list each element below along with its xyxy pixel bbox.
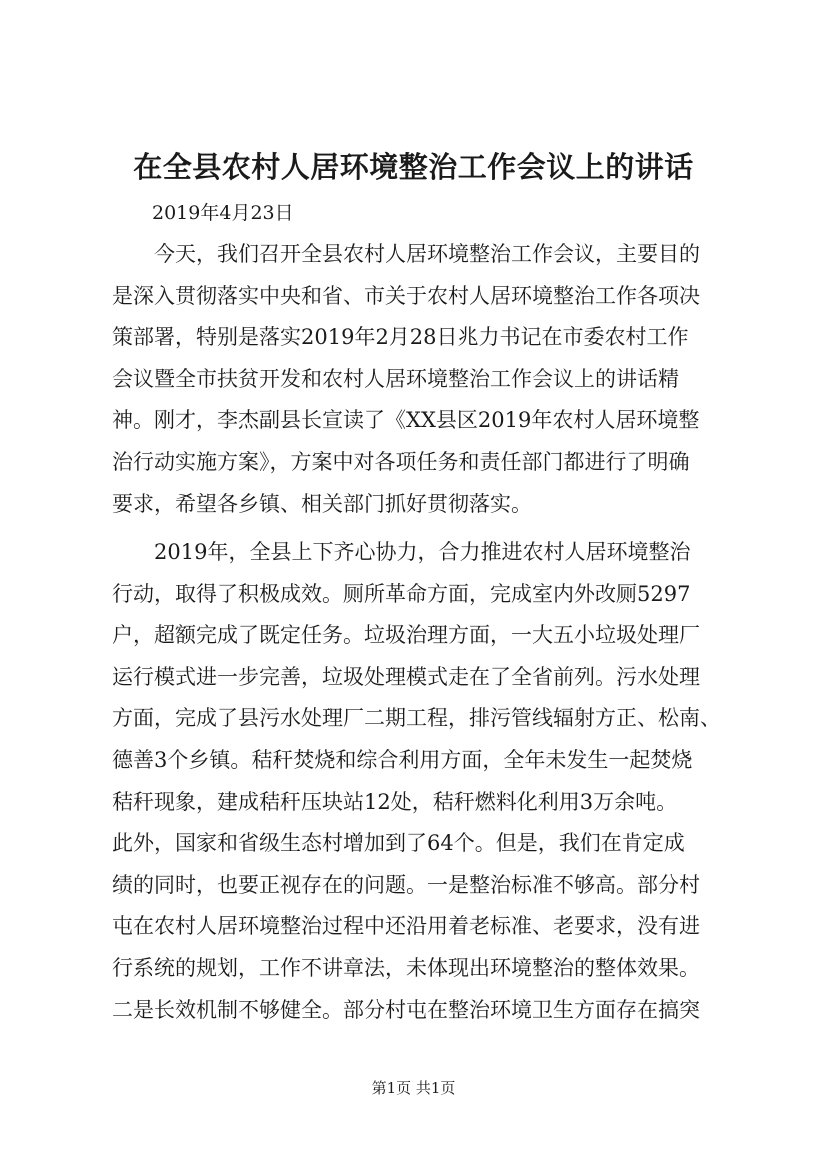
page-number-footer: 第1页 共1页: [371, 1079, 456, 1097]
paragraph-line: 此外，国家和省级生态村增加到了64个。但是，我们在肯定成: [112, 831, 685, 856]
paragraph-line: 策部署，特别是落实2019年2月28日兆力书记在市委农村工作: [112, 325, 689, 350]
paragraph-line: 神。刚才，李杰副县长宣读了《XX县区2019年农村人居环境整: [112, 408, 700, 433]
paragraph-line: 会议暨全市扶贫开发和农村人居环境整治工作会议上的讲话精: [112, 366, 679, 391]
paragraph-line: 是深入贯彻落实中央和省、市关于农村人居环境整治工作各项决: [112, 283, 700, 308]
paragraph-line: 治行动实施方案》，方案中对各项任务和责任部门都进行了明确: [112, 449, 690, 474]
paragraph-line: 2019年，全县上下齐心协力，合力推进农村人居环境整治: [112, 540, 691, 564]
paragraph-line: 方面，完成了县污水处理厂二期工程，排污管线辐射方正、松南、: [112, 706, 721, 731]
paragraph-line: 屯在农村人居环境整治过程中还沿用着老标准、老要求，没有进: [112, 914, 700, 939]
paragraph-line: 今天，我们召开全县农村人居环境整治工作会议，主要目的: [112, 242, 700, 266]
paragraph-line: 户，超额完成了既定任务。垃圾治理方面，一大五小垃圾处理厂: [112, 623, 700, 648]
paragraph-line: 德善3个乡镇。秸秆焚烧和综合利用方面，全年未发生一起焚烧: [112, 747, 693, 772]
document-date: 2019年4月23日: [152, 202, 294, 224]
paragraph-line: 行动，取得了积极成效。厕所革命方面，完成室内外改厕5297: [112, 581, 691, 606]
paragraph-line: 秸秆现象，建成秸秆压块站12处，秸秆燃料化利用3万余吨。: [112, 789, 678, 814]
paragraph-line: 要求，希望各乡镇、相关部门抓好贯彻落实。: [112, 491, 532, 516]
paragraph-2: [112, 532, 744, 1031]
paragraph-line: 运行模式进一步完善，垃圾处理模式走在了全省前列。污水处理: [112, 664, 700, 689]
paragraph-line: 二是长效机制不够健全。部分村屯在整治环境卫生方面存在搞突: [112, 997, 700, 1022]
paragraph-line: 绩的同时，也要正视存在的问题。一是整治标准不够高。部分村: [112, 872, 700, 897]
paragraph-1: [112, 234, 744, 525]
paragraph-line: 行系统的规划，工作不讲章法，未体现出环境整治的整体效果。: [112, 955, 700, 980]
document-title: 在全县农村人居环境整治工作会议上的讲话: [133, 150, 694, 184]
